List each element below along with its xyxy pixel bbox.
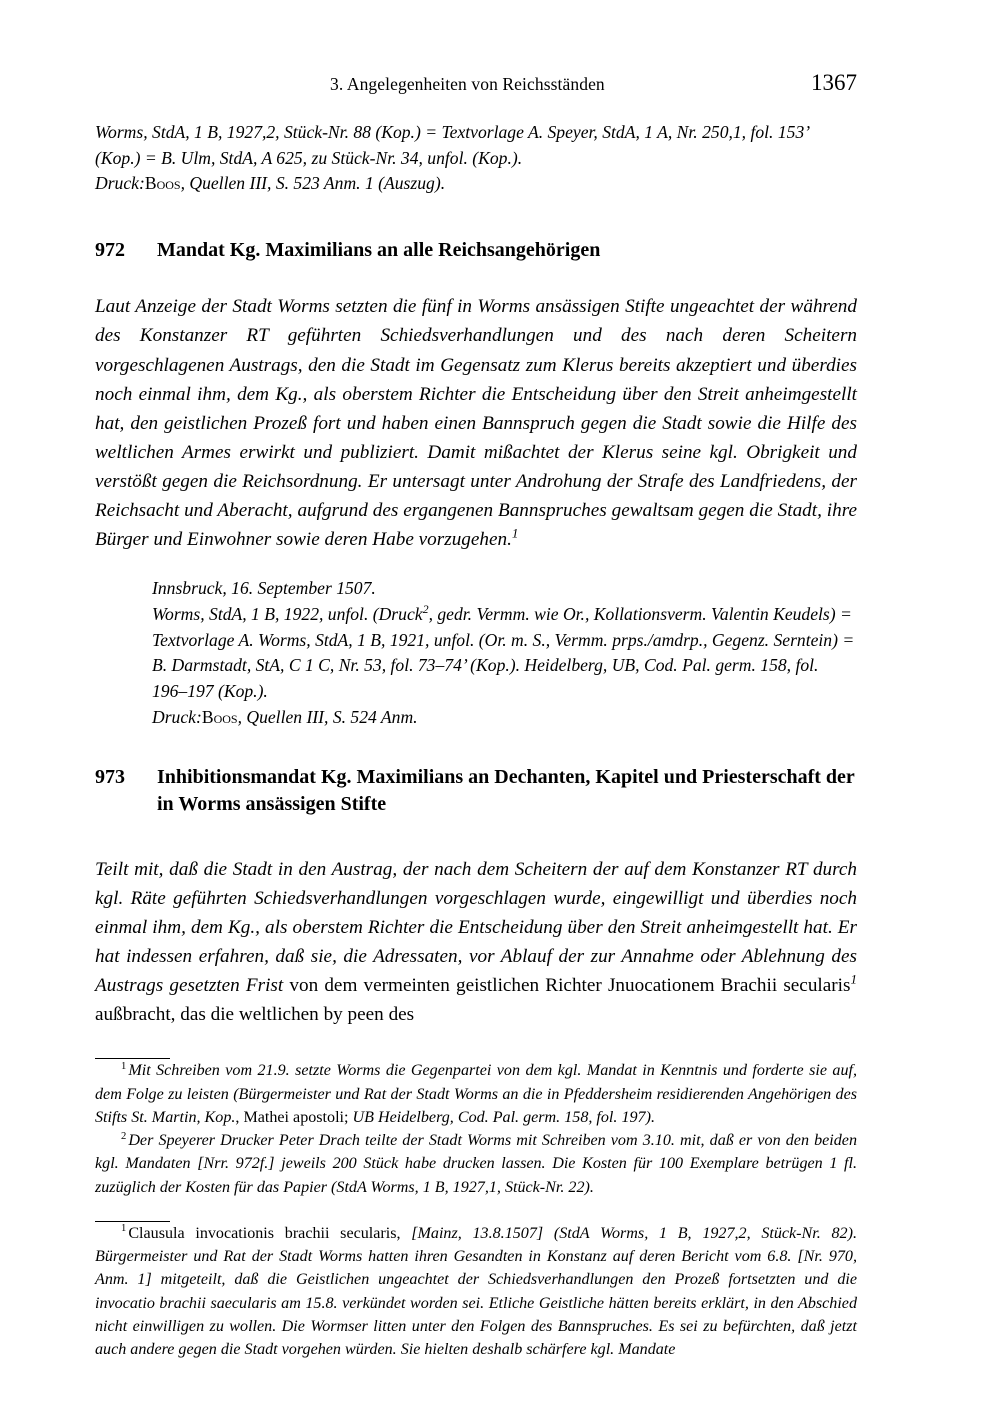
source-citation-top	[95, 120, 857, 197]
archival-reference-972-part2: , gedr. Vermm. wie Or., Kollationsverm. Valentin Keudels) = Textvorlage A. Worms, StdA, 1 B, 1921, unfol. (Or. m. S., Vermm. prps./amdrp., Gegenz. Serntein) = B. Darmstadt, StA, C 1 C, Nr. 53, fol. 73–74’ (Kop.). Heidelberg, UB, Cod. Pal. germ. 158, fol. 196–197 (Kop.).	[152, 603, 855, 702]
entry-title-972: Mandat Kg. Maximilians an alle Reichsangehörigen	[157, 238, 601, 261]
source-citation-top-druck	[95, 171, 857, 197]
footnote-text-roman: , Mathei apostoli;	[235, 1108, 349, 1126]
entry-regest-972	[95, 292, 857, 554]
page-content-column	[95, 0, 857, 1361]
spacer	[95, 1029, 857, 1058]
entry-number-972: 972	[95, 238, 125, 261]
entry-heading-972	[95, 237, 857, 265]
running-head-title: 3. Angelegenheiten von Reichsständen	[330, 74, 605, 94]
druck-label: Druck:	[95, 173, 145, 194]
footnote-text-part1: [Mainz, 13.8.1507] (StdA Worms, 1 B, 1927,2, Stück-Nr. 82). Bürgermeister und Rat der Stadt Worms hatten ihren Gesandten in Konstanz auf deren Bericht vom 6.8. [Nr. 970, Anm. 1] mitgeteilt, daß die Geistlichen ungeachtet der Schiedsverhandlungen den Prozeß fortsetzten und die invocatio brachii saecularis am 15.8. verkündet worden sei. Etliche Geistliche hätten bereits erklärt, in den Abschied nicht einwilligen zu wollen. Die Wormser litten unter den Folgen des Bannspruches. Es sei zu befürchten, daß jetzt auch andere gegen die Stadt vorgehen würden. Sie hielten deshalb schärfere kgl. Mandate	[95, 1224, 857, 1359]
druck-author: Boos	[144, 173, 181, 194]
regest-text-973-quote-tail: außbracht, das die weltlichen by peen des	[95, 1004, 415, 1026]
footnote-item	[95, 1059, 857, 1129]
regest-text-973-quote: von dem vermeinten geistlichen Richter Jnuocationem Brachii secularis	[283, 975, 851, 997]
entry-source-block-972	[152, 576, 857, 731]
entry-heading-973	[95, 764, 857, 819]
spacer	[95, 264, 857, 292]
entry-title-973: Inhibitionsmandat Kg. Maximilians an Dechanten, Kapitel und Priesterschaft der in Worms ansässigen Stifte	[157, 765, 855, 816]
footnote-text-part1: Mit Schreiben vom 21.9. setzte Worms die Gegenpartei von dem kgl. Mandat in Kenntnis und forderte sie auf, dem Folge zu leisten (Bürgermeister und Rat der Stadt Worms an die in Pfeddersheim residierenden Angehörigen des Stifts St. Martin, Kop.	[95, 1062, 857, 1126]
footnote-item	[95, 1222, 857, 1362]
place-and-date-972: Innsbruck, 16. September 1507.	[152, 578, 376, 599]
footnote-lead-roman: Clausula invocationis brachii secularis,	[128, 1224, 401, 1242]
spacer	[95, 554, 857, 576]
footnote-text-part2: UB Heidelberg, Cod. Pal. germ. 158, fol. 197).	[348, 1108, 655, 1126]
spacer	[95, 1199, 857, 1221]
entry-number-973: 973	[95, 765, 125, 788]
footnote-marker: 1	[121, 1223, 127, 1235]
footnote-group-2	[95, 1222, 857, 1362]
footnote-group-1	[95, 1059, 857, 1199]
archival-reference-972-part1: Worms, StdA, 1 B, 1922, unfol. (Druck	[152, 603, 423, 624]
regest-text-972: Laut Anzeige der Stadt Worms setzten die fünf in Worms ansässigen Stifte ungeachtet der während des Konstanzer RT geführten Schiedsverhandlungen und des nach deren Scheitern vorgeschlagenen Austrags, den die Stadt im Gegensatz zum Klerus bereits akzeptiert und überdies noch einmal ihm, dem Kg., als oberstem Richter die Entscheidung über den Streit anheimgestellt hat, den geistlichen Prozeß fort und haben einen Bannspruch gegen die Stadt sowie die Hilfe des weltlichen Armes erwirkt und publiziert. Damit mißachtet der Klerus seine kgl. Obrigkeit und verstößt gegen die Reichsordnung. Er untersagt unter Androhung der Strafe des Landfriedens, der Reichsacht und Aberacht, aufgrund des ergangenen Bannspruches gewaltsam gegen die Stadt, ihre Bürger und Einwohner sowie deren Habe vorzugehen.	[95, 296, 857, 550]
spacer	[95, 819, 857, 855]
regest-text-973-italic: Teilt mit, daß die Stadt in den Austrag, der nach dem Scheitern der auf dem Konstanzer RT durch kgl. Räte geführten Schiedsverhandlungen vorgeschlagen wurde, eingewilligt und überdies noch einmal ihm, dem Kg., als oberstem Richter die Entscheidung über den Streit anheimgestellt hat. Er hat indessen erfahren, daß sie, die Adressaten, vor Ablauf der zur Annahme oder Ablehnung des Austrags gesetzten Frist	[95, 858, 857, 997]
footnote-marker: 2	[121, 1130, 127, 1142]
footnote-marker: 1	[121, 1060, 127, 1072]
footnote-item	[95, 1129, 857, 1199]
page-number: 1367	[811, 70, 857, 95]
druck-label: Druck:	[152, 706, 202, 727]
entry-regest-973	[95, 855, 857, 1029]
druck-reference: , Quellen III, S. 523 Anm. 1 (Auszug).	[180, 173, 446, 194]
footnote-ref-973-1: 1	[850, 971, 857, 987]
footnote-ref-972-1: 1	[511, 525, 519, 541]
druck-reference-972	[152, 705, 857, 731]
archival-reference-972	[152, 602, 857, 705]
footnote-ref-972-2: 2	[422, 601, 429, 616]
footnote-text-part1: Der Speyerer Drucker Peter Drach teilte der Stadt Worms mit Schreiben vom 3.10. mit, daß er von den beiden kgl. Mandaten [Nrr. 972f.] jeweils 200 Stück habe drucken lassen. Die Kosten für 100 Exemplare betrügen 1 fl. zuzüglich der Kosten für das Papier (StdA Worms, 1 B, 1927,1, Stück-Nr. 22).	[95, 1132, 857, 1196]
source-citation-top-line: Worms, StdA, 1 B, 1927,2, Stück-Nr. 88 (Kop.) = Textvorlage A. Speyer, StdA, 1 A, Nr. 250,1, fol. 153’ (Kop.) = B. Ulm, StdA, A 625, zu Stück-Nr. 34, unfol. (Kop.).	[95, 122, 809, 168]
spacer	[95, 197, 857, 237]
druck-reference-text: , Quellen III, S. 524 Anm.	[237, 706, 418, 727]
druck-author: Boos	[201, 706, 238, 727]
spacer	[95, 731, 857, 764]
running-head	[95, 70, 857, 120]
